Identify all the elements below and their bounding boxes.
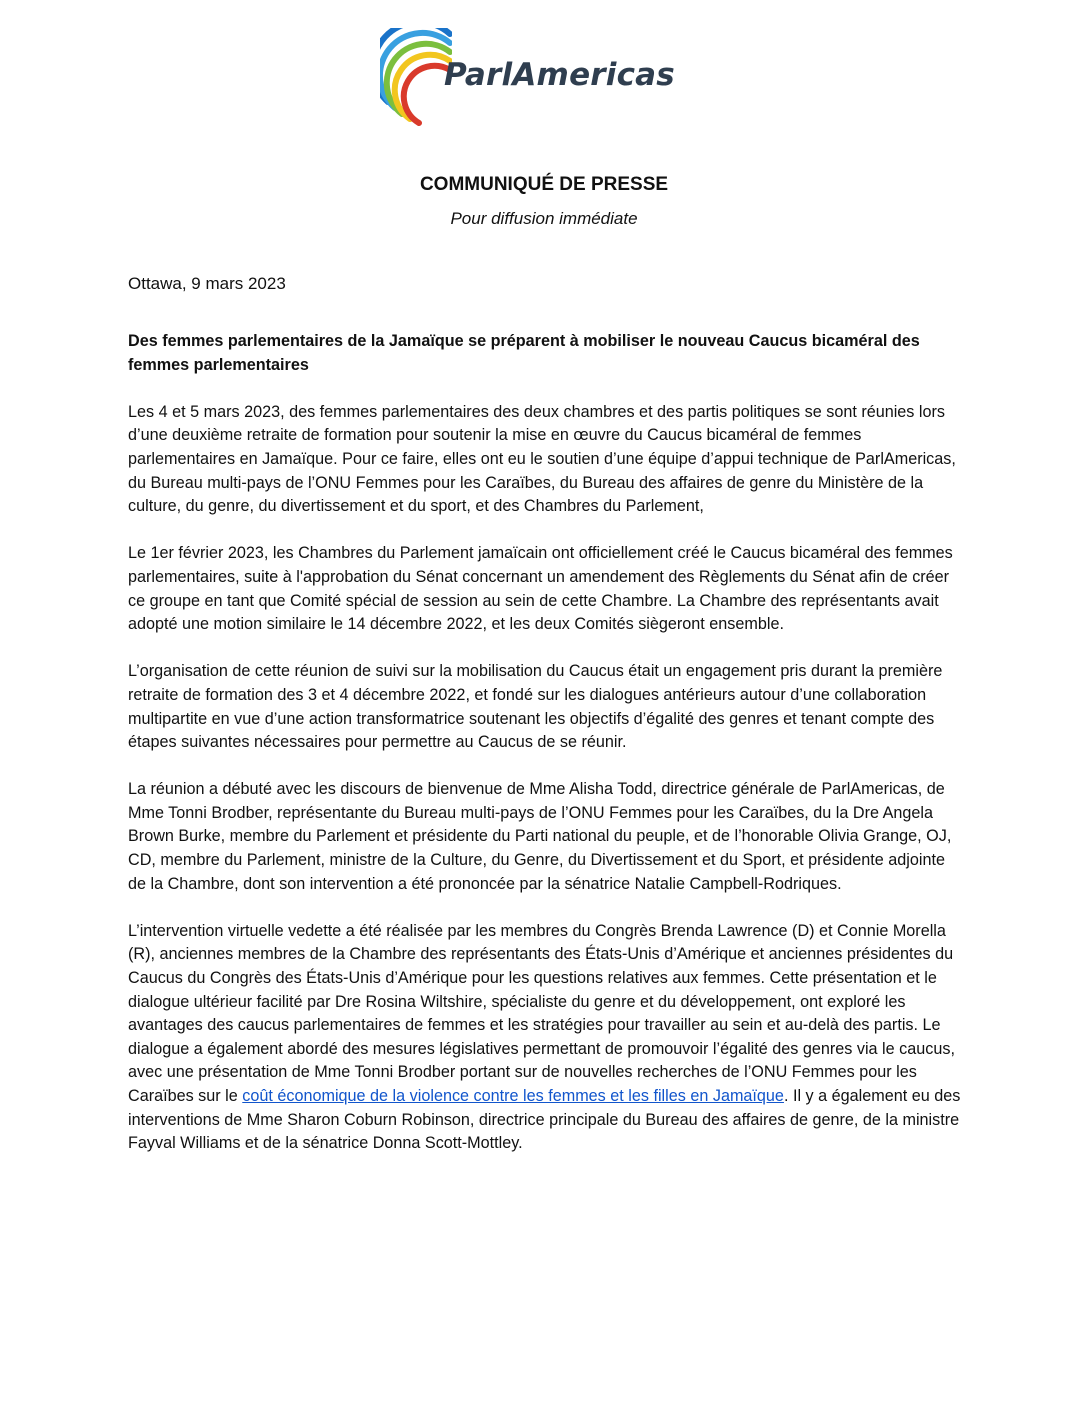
paragraph-4: La réunion a débuté avec les discours de bienvenue de Mme Alisha Todd, directrice générale de ParlAmericas, de Mme Tonni Brodber, représentante du Bureau multi-pays de l’ONU Femmes pour les Caraïbes, du la Dre Angela Brown Burke, membre du Parlement et présidente du Parti national du peuple, et de l’honorable Olivia Grange, OJ, CD, membre du Parlement, ministre de la Culture, du Genre, du Divertissement et du Sport, et présidente adjointe de la Chambre, dont son intervention a été prononcée par la sénatrice Natalie Campbell-Rodriques.: [128, 780, 952, 893]
logo-text: ParlAmericas: [444, 57, 675, 93]
document-subtitle: Pour diffusion immédiate: [450, 209, 638, 228]
paragraph-5: [128, 920, 962, 1156]
paragraph-2: Le 1er février 2023, les Chambres du Parlement jamaïcain ont officiellement créé le Caucus bicaméral des femmes parlementaires, suite à l'approbation du Sénat concernant un amendement des Règlements du Sénat afin de créer ce groupe en tant que Comité spécial de session au sein de cette Chambre. La Chambre des représentants avait adopté une motion similaire le 14 décembre 2022, et les deux Comités siègeront ensemble.: [128, 544, 953, 634]
violence-cost-report-link[interactable]: coût économique de la violence contre les femmes et les filles en Jamaïque: [242, 1087, 784, 1105]
paragraph-1: Les 4 et 5 mars 2023, des femmes parlementaires des deux chambres et des partis politiques se sont réunies lors d’une deuxième retraite de formation pour soutenir la mise en œuvre du Caucus bicaméral de femmes parlementaires en Jamaïque. Pour ce faire, elles ont eu le soutien d’une équipe d’appui technique de ParlAmericas, du Bureau multi-pays de l’ONU Femmes pour les Caraïbes, du Bureau des affaires de genre du Ministère de la culture, du genre, du divertissement et du sport, et des Chambres du Parlement,: [128, 402, 956, 516]
paragraph-5-text-start: L’intervention virtuelle vedette a été réalisée par les membres du Congrès Brenda Lawrence (D) et Connie Morella (R), anciennes membres de la Chambre des représentants des États-Unis d’Amérique et anciennes présidentes du Caucus du Congrès des États-Unis d’Amérique pour les questions relatives aux femmes. Cette présentation et le dialogue ultérieur facilité par Dre Rosina Wiltshire, spécialiste du genre et du développement, ont exploré les avantages des caucus parlementaires de femmes et les stratégies pour travailler au sein et au-delà des partis. Le dialogue a également abordé des mesures législatives permettant de promouvoir l’égalité des genres via le caucus, avec une présentation de Mme Tonni Brodber portant sur de nouvelles recherches de l’ONU Femmes pour les Caraïbes sur le: [128, 921, 955, 1105]
paragraph-5-text-end: . Il y a également eu des interventions de Mme Sharon Coburn Robinson, directrice principale du Bureau des affaires de genre, de la ministre Fayval Williams et de la sénatrice Donna Scott-Mottley.: [128, 1087, 961, 1153]
document-title: COMMUNIQUÉ DE PRESSE: [419, 174, 669, 195]
logo-arcs-icon: [380, 28, 452, 128]
press-release-body: [128, 330, 962, 1179]
dateline: Ottawa, 9 mars 2023: [128, 274, 286, 293]
paragraph-3: L’organisation de cette réunion de suivi sur la mobilisation du Caucus était un engagement pris durant la première retraite de formation des 3 et 4 décembre 2022, et fondé sur les dialogues antérieurs autour d’une collaboration multipartite en vue d’une action transformatrice soutenant les objectifs d’égalité des genres et tenant compte des étapes suivantes nécessaires pour permettre au Caucus de se réunir.: [128, 662, 943, 752]
headline: Des femmes parlementaires de la Jamaïque se préparent à mobiliser le nouveau Caucus bicaméral des femmes parlementaires: [128, 332, 920, 374]
parlamericas-logo: [380, 28, 720, 128]
